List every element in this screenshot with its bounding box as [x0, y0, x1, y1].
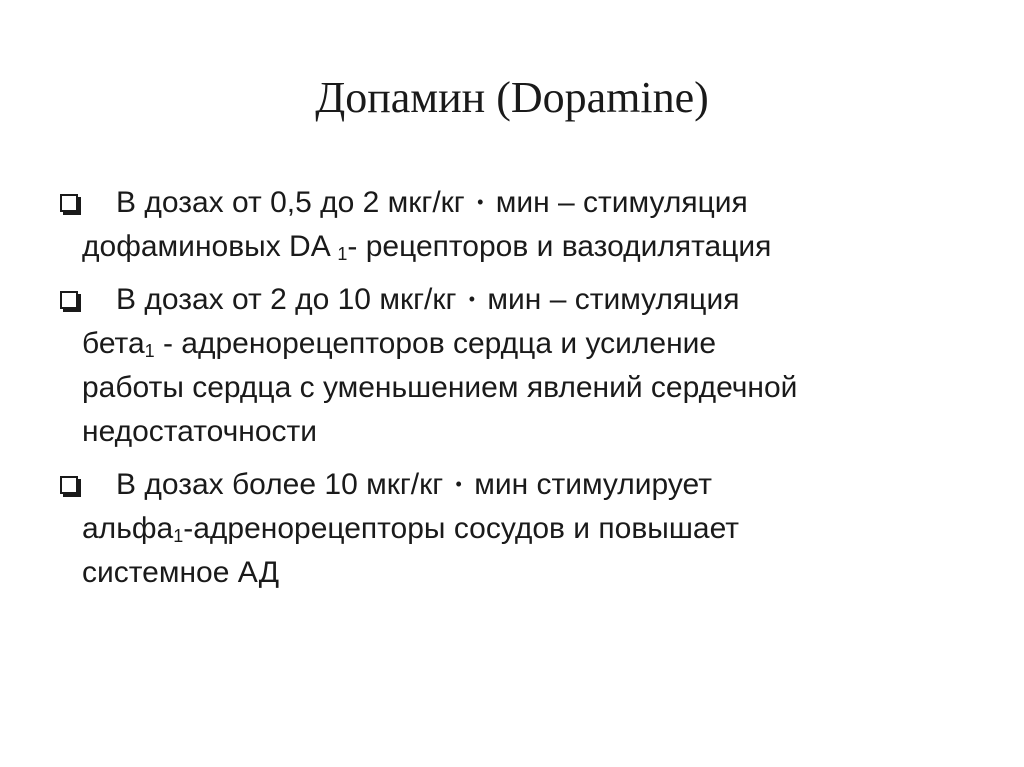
bullet-list [60, 180, 980, 603]
receptor-text: альфа [82, 512, 174, 545]
multiply-dot: • [455, 474, 462, 494]
receptor-text: дофаминовых DA [82, 230, 330, 263]
effect-text: мин – стимуляция [487, 283, 740, 316]
bullet-text [82, 180, 980, 269]
checkbox-bullet-icon [60, 476, 78, 494]
bullet-line [82, 225, 980, 269]
bullet-line [82, 180, 980, 225]
receptor-text-rest: - адренорецепторов сердца и усиление [154, 327, 717, 360]
bullet-line [82, 277, 980, 322]
multiply-dot: • [468, 289, 476, 309]
bullet-line [82, 507, 980, 551]
receptor-text: бета [82, 327, 145, 360]
effect-text: мин стимулирует [474, 468, 712, 501]
bullet-text [82, 277, 980, 454]
bullet-line [82, 322, 980, 366]
receptor-text-rest: - рецепторов и вазодилятация [347, 230, 772, 263]
bullet-line [82, 462, 980, 507]
bullet-line: системное АД [82, 556, 280, 589]
effect-text: мин – стимуляция [495, 186, 748, 219]
dose-text: В дозах от 2 до 10 мкг/кг [116, 283, 457, 316]
subscript: 1 [173, 526, 184, 546]
multiply-dot: • [477, 192, 484, 212]
subscript: 1 [144, 341, 155, 361]
bullet-item-1 [60, 180, 980, 269]
bullet-item-2 [60, 277, 980, 454]
checkbox-bullet-icon [60, 194, 78, 212]
page-title: Допамин (Dopamine) [315, 73, 709, 122]
subscript: 1 [337, 244, 348, 264]
bullet-item-3 [60, 462, 980, 595]
dose-text: В дозах более 10 мкг/кг [116, 468, 444, 501]
receptor-text-rest: -адренорецепторы сосудов и повышает [183, 512, 740, 545]
checkbox-bullet-icon [60, 291, 78, 309]
bullet-line: работы сердца с уменьшением явлений сердечной [82, 371, 798, 404]
dose-text: В дозах от 0,5 до 2 мкг/кг [116, 186, 465, 219]
bullet-line: недостаточности [82, 415, 318, 448]
bullet-text [82, 462, 980, 595]
